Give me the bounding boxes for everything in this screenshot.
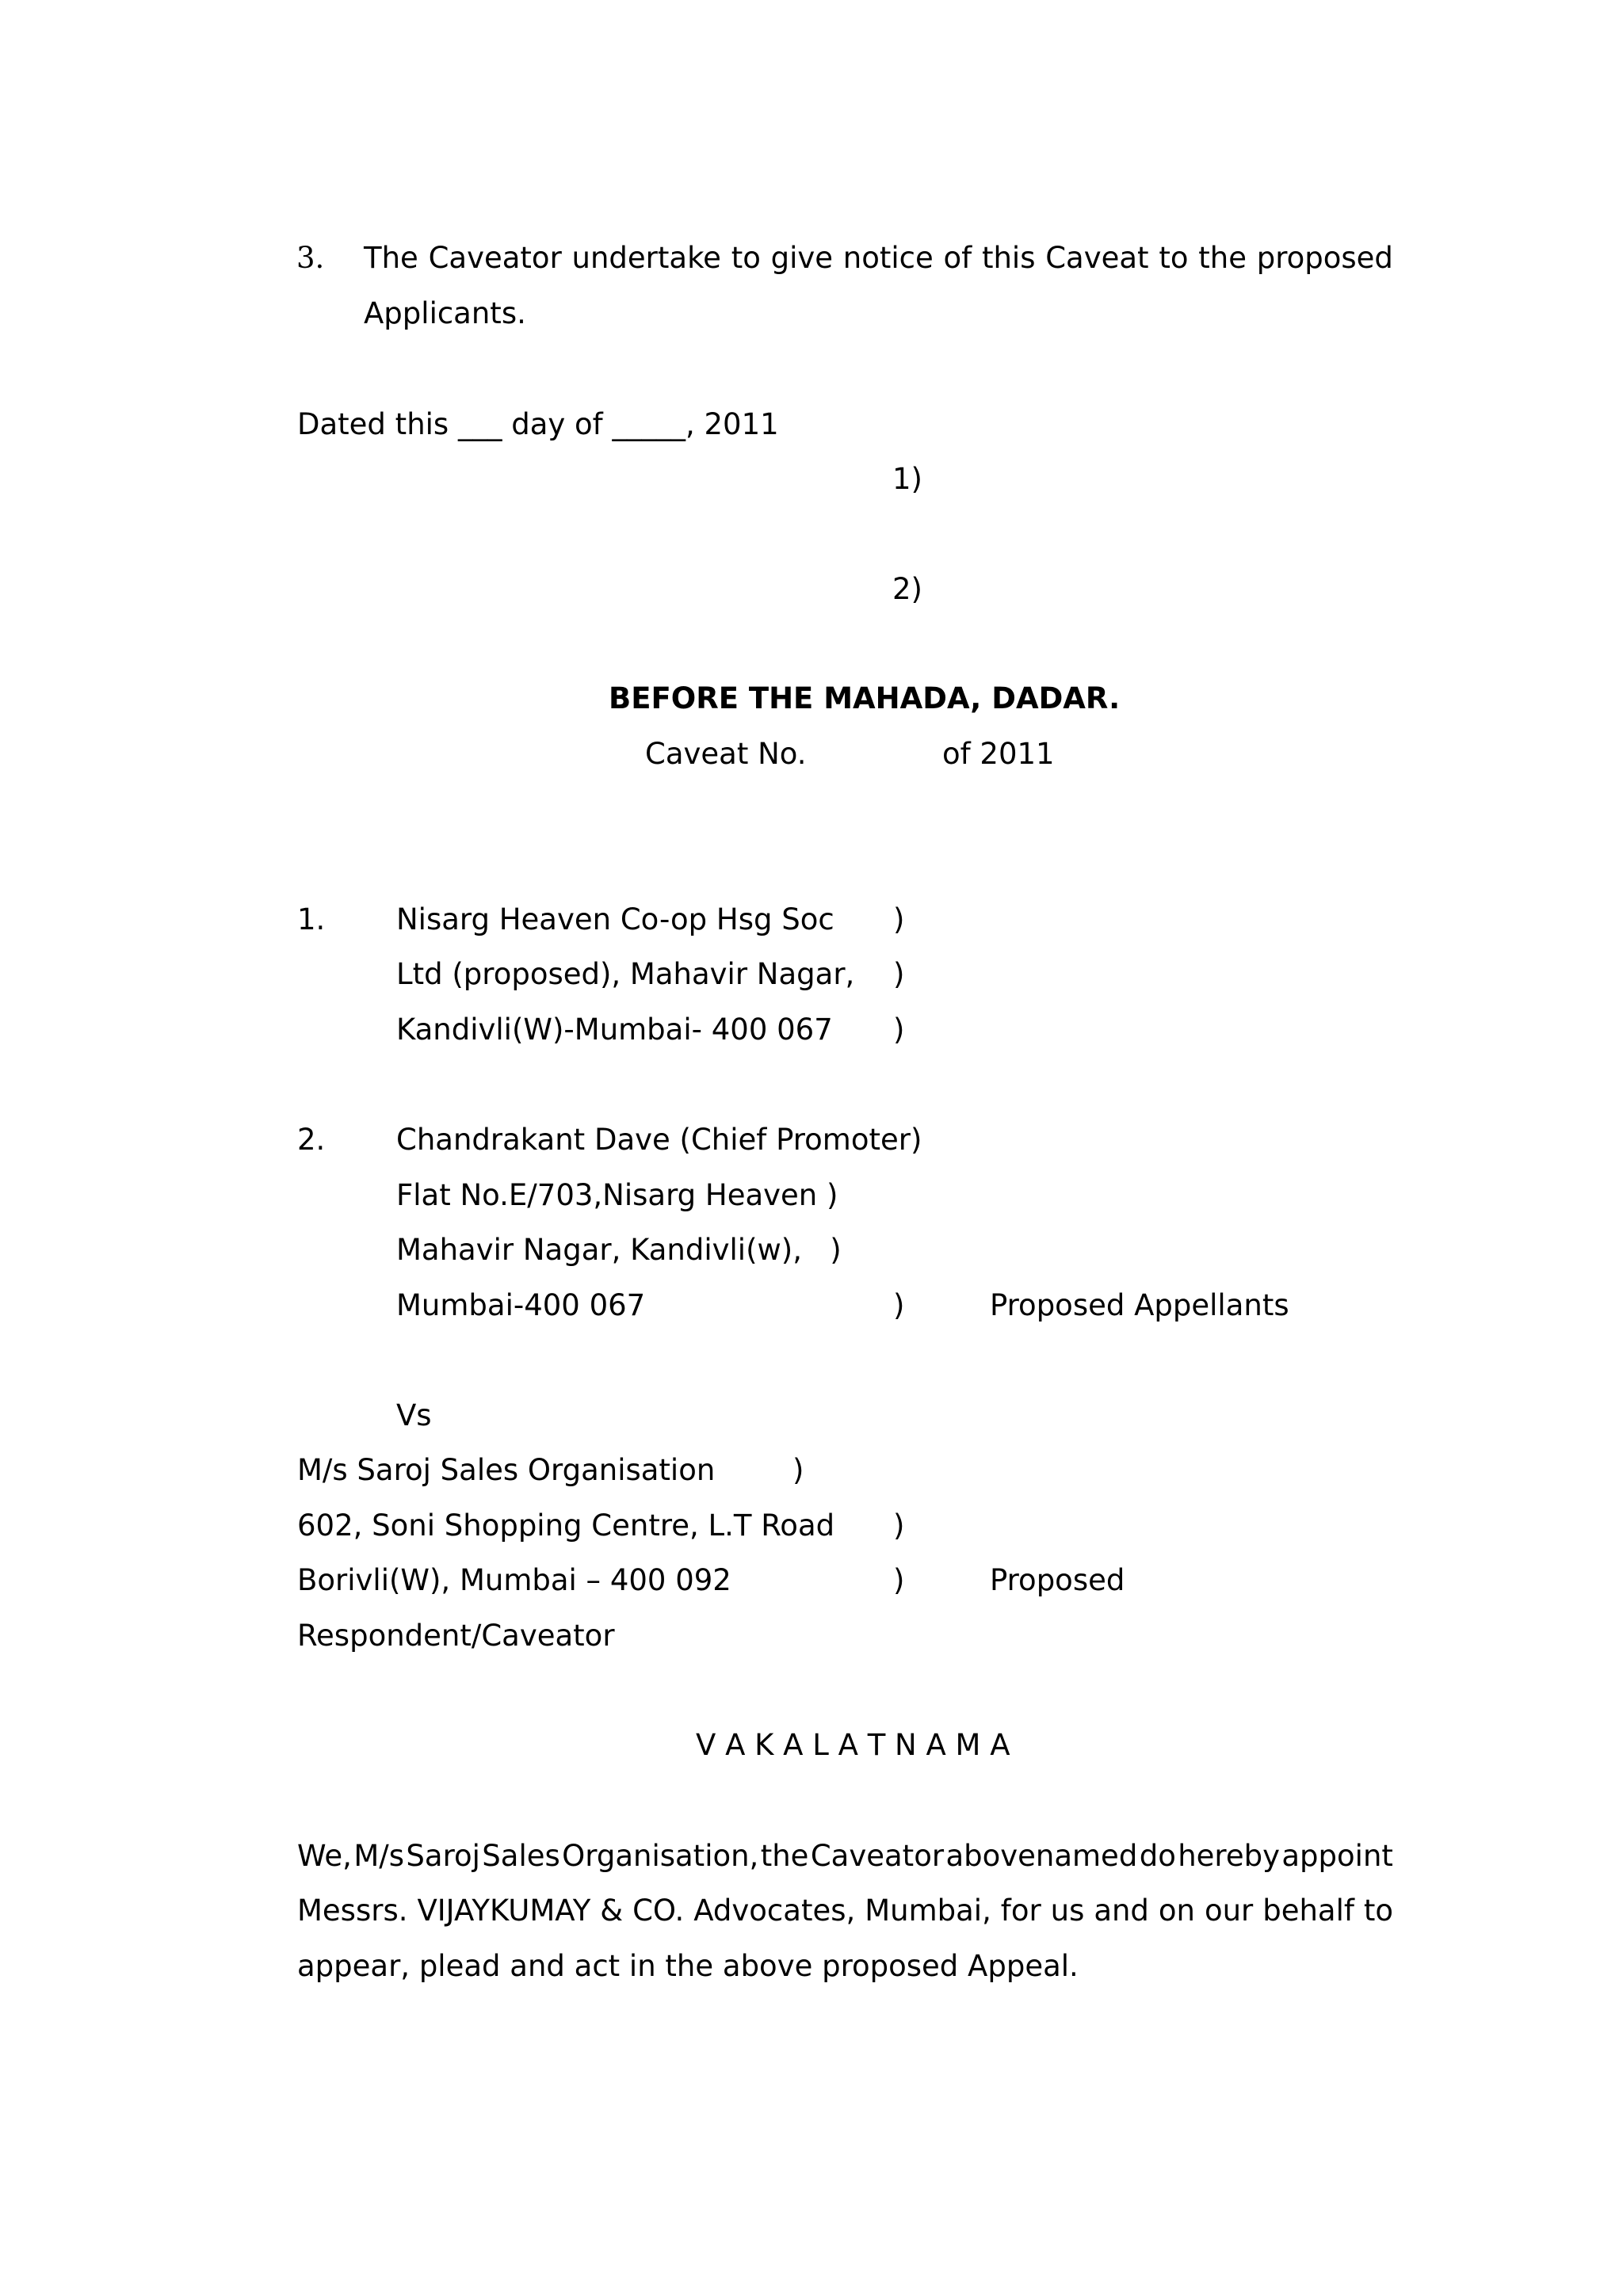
word: behalf: [1262, 1894, 1354, 1928]
respondent-bracket: ): [893, 1508, 905, 1543]
respondent-role: Proposed: [990, 1563, 1125, 1597]
word: the: [1198, 241, 1247, 275]
respondent-line: Respondent/Caveator: [297, 1619, 615, 1653]
appellant2-line: Mumbai-400 067: [396, 1288, 646, 1322]
versus-label: Vs: [396, 1398, 432, 1432]
word: VIJAYKUMAY: [417, 1894, 591, 1928]
court-heading: BEFORE THE MAHADA, DADAR.: [609, 681, 1121, 715]
word: We,: [297, 1839, 352, 1873]
word: Mumbai,: [865, 1894, 991, 1928]
vakalatnama-line3: appear, plead and act in the above proposed Appeal.: [297, 1949, 1079, 1983]
appellant1-line: Kandivli(W)-Mumbai- 400 067: [396, 1013, 833, 1047]
word: the: [760, 1839, 809, 1873]
appellants-role: Proposed Appellants: [990, 1288, 1289, 1322]
caveat-no-label: Caveat No.: [645, 737, 807, 771]
appellant1-bracket: ): [893, 902, 905, 936]
word: to: [731, 241, 761, 275]
respondent-bracket: ): [792, 1453, 804, 1487]
signature-1-label: 1): [892, 462, 922, 496]
word: proposed: [1256, 241, 1393, 275]
appellant2-line: Chandrakant Dave (Chief Promoter): [396, 1123, 922, 1157]
respondent-bracket: ): [893, 1563, 905, 1597]
word: The: [364, 241, 418, 275]
word: Advocates,: [693, 1894, 856, 1928]
word: &: [600, 1894, 624, 1928]
word: appoint: [1281, 1839, 1393, 1873]
word: Messrs.: [297, 1894, 408, 1928]
appellant2-line: Mahavir Nagar, Kandivli(w), ): [396, 1233, 842, 1267]
appellant1-line: Nisarg Heaven Co-op Hsg Soc: [396, 902, 834, 936]
word: Caveator: [810, 1839, 945, 1873]
word: of: [943, 241, 972, 275]
respondent-line: Borivli(W), Mumbai – 400 092: [297, 1563, 731, 1597]
caveat-year: of 2011: [942, 737, 1055, 771]
dated-line: Dated this ___ day of _____, 2011: [297, 407, 779, 441]
word: our: [1204, 1894, 1254, 1928]
para3-number: 3.: [296, 241, 325, 275]
vakalatnama-line2: [297, 1894, 1393, 1928]
para3-line1: [364, 243, 1393, 273]
word: CO.: [632, 1894, 685, 1928]
vakalatnama-line1: [297, 1841, 1393, 1871]
word: undertake: [571, 241, 721, 275]
appellant1-number: 1.: [297, 902, 326, 936]
word: to: [1363, 1894, 1393, 1928]
word: hereby: [1178, 1839, 1280, 1873]
appellant2-bracket: ): [893, 1288, 905, 1322]
vakalatnama-title: V A K A L A T N A M A: [696, 1728, 1010, 1762]
appellant2-line: Flat No.E/703,Nisarg Heaven ): [396, 1178, 838, 1212]
word: this: [981, 241, 1036, 275]
word: Caveator: [428, 241, 562, 275]
appellant1-line: Ltd (proposed), Mahavir Nagar,: [396, 957, 855, 991]
respondent-line: 602, Soni Shopping Centre, L.T Road: [297, 1508, 835, 1543]
word: give: [770, 241, 834, 275]
word: on: [1158, 1894, 1195, 1928]
word: Organisation,: [562, 1839, 759, 1873]
word: for: [1000, 1894, 1041, 1928]
word: do: [1139, 1839, 1176, 1873]
appellant1-bracket: ): [893, 957, 905, 991]
word: notice: [842, 241, 934, 275]
appellant1-bracket: ): [893, 1013, 905, 1047]
word: and: [1094, 1894, 1149, 1928]
respondent-line: M/s Saroj Sales Organisation: [297, 1453, 716, 1487]
word: to: [1159, 241, 1189, 275]
signature-2-label: 2): [892, 572, 922, 606]
word: abovenamed: [945, 1839, 1138, 1873]
word: Caveat: [1045, 241, 1149, 275]
word: Saroj: [406, 1839, 480, 1873]
para3-line2: Applicants.: [364, 296, 526, 330]
word: Sales: [482, 1839, 560, 1873]
word: us: [1050, 1894, 1085, 1928]
word: M/s: [353, 1839, 405, 1873]
appellant2-number: 2.: [297, 1123, 326, 1157]
